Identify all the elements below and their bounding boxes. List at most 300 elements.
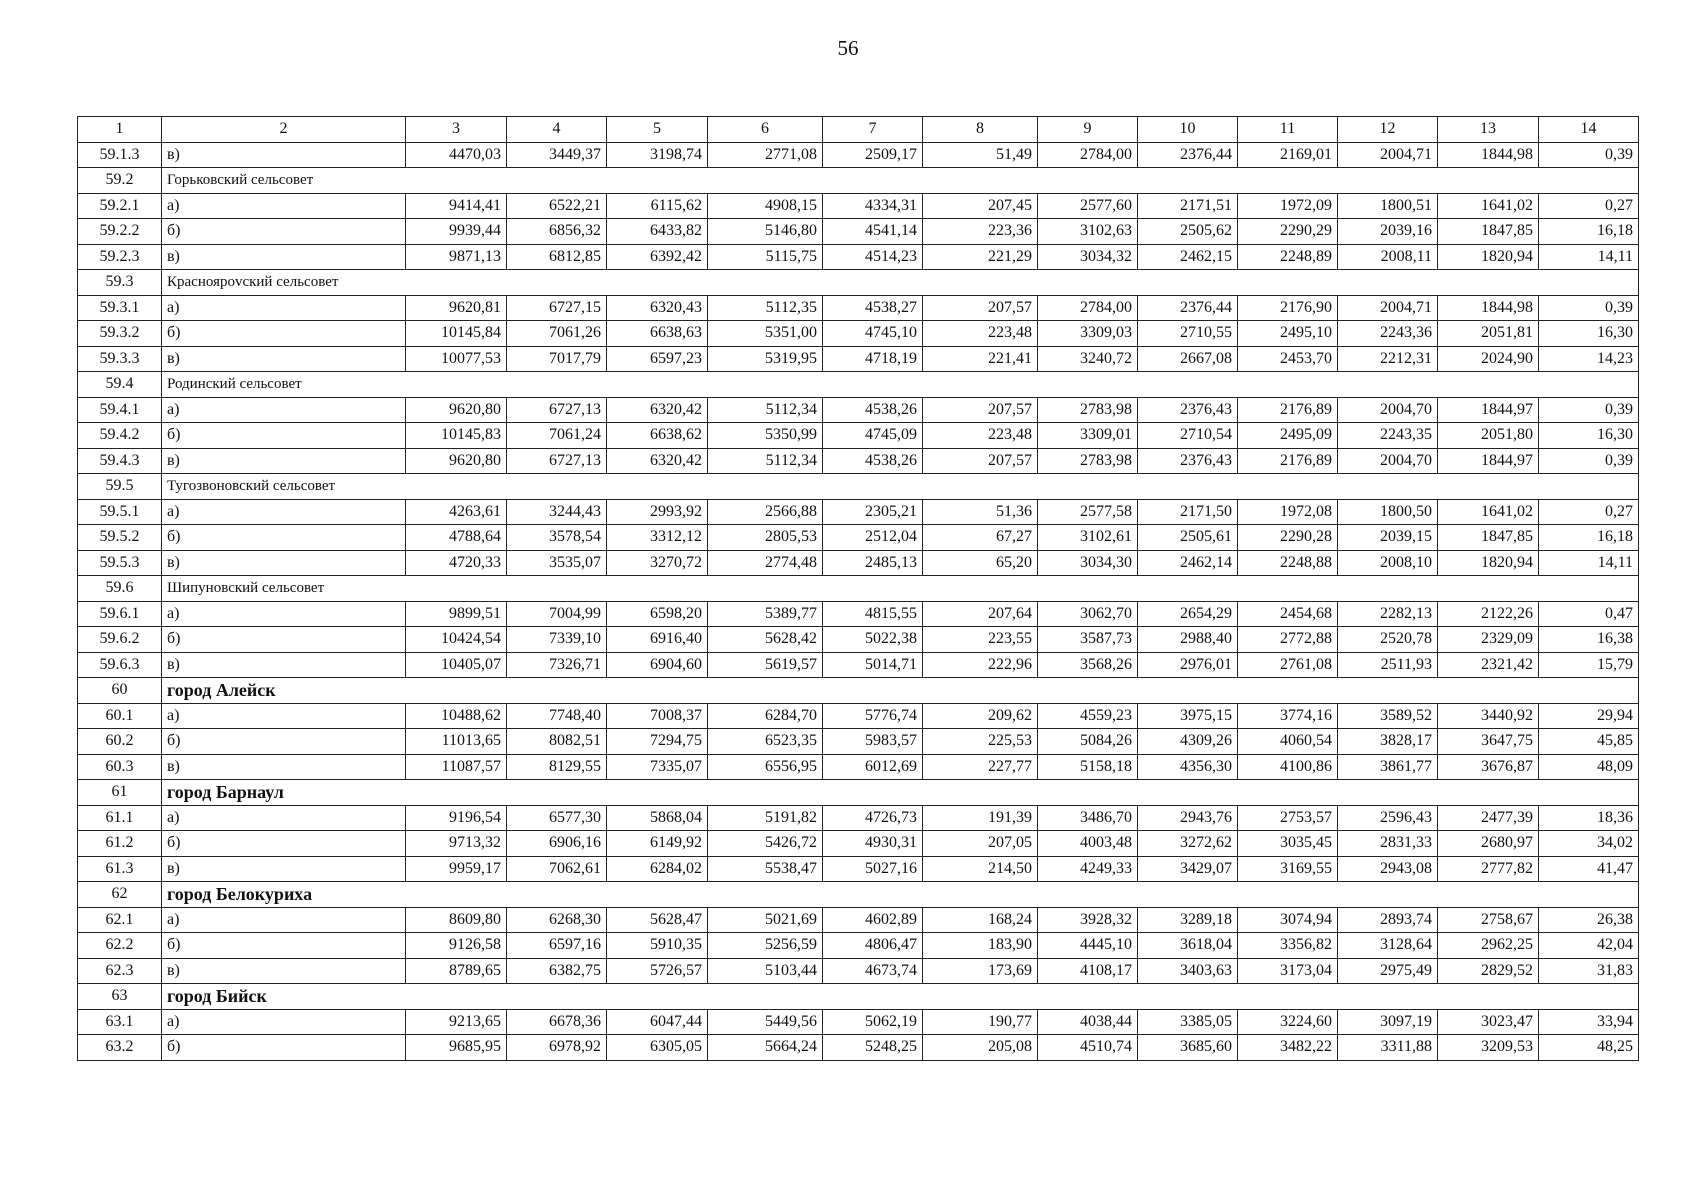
value-cell: 4003,48: [1038, 831, 1138, 857]
value-cell: 8082,51: [507, 729, 607, 755]
value-cell: 183,90: [923, 933, 1038, 959]
value-cell: 14,11: [1539, 244, 1639, 270]
value-cell: 2943,08: [1338, 856, 1438, 882]
value-cell: 3240,72: [1038, 346, 1138, 372]
value-cell: 4718,19: [823, 346, 923, 372]
value-cell: 16,30: [1539, 423, 1639, 449]
value-cell: 0,39: [1539, 142, 1639, 168]
value-cell: 2290,29: [1238, 219, 1338, 245]
value-cell: 2577,58: [1038, 499, 1138, 525]
value-cell: 3062,70: [1038, 601, 1138, 627]
row-code: 59.6.3: [78, 652, 162, 678]
row-code: 59.2.2: [78, 219, 162, 245]
table-row: [78, 703, 1639, 729]
value-cell: 1844,97: [1438, 448, 1539, 474]
value-cell: 4100,86: [1238, 754, 1338, 780]
value-cell: 3169,55: [1238, 856, 1338, 882]
value-cell: 2710,54: [1138, 423, 1238, 449]
value-cell: 191,39: [923, 805, 1038, 831]
value-cell: 4538,26: [823, 448, 923, 474]
row-label: б): [162, 219, 406, 245]
value-cell: 4538,27: [823, 295, 923, 321]
value-cell: 2454,68: [1238, 601, 1338, 627]
value-cell: 5538,47: [708, 856, 823, 882]
row-code: 59.2.3: [78, 244, 162, 270]
table-row: [78, 856, 1639, 882]
value-cell: 2462,14: [1138, 550, 1238, 576]
value-cell: 6812,85: [507, 244, 607, 270]
value-cell: 3535,07: [507, 550, 607, 576]
value-cell: 2462,15: [1138, 244, 1238, 270]
value-cell: 1820,94: [1438, 550, 1539, 576]
value-cell: 6598,20: [607, 601, 708, 627]
value-cell: 4263,61: [406, 499, 507, 525]
value-cell: 3486,70: [1038, 805, 1138, 831]
value-cell: 5389,77: [708, 601, 823, 627]
table-row: [78, 907, 1639, 933]
table-row: [78, 499, 1639, 525]
value-cell: 2122,26: [1438, 601, 1539, 627]
value-cell: 5112,34: [708, 448, 823, 474]
value-cell: 2784,00: [1038, 142, 1138, 168]
value-cell: 214,50: [923, 856, 1038, 882]
table-row: [78, 627, 1639, 653]
value-cell: 5146,80: [708, 219, 823, 245]
table-row: [78, 321, 1639, 347]
value-cell: 10145,83: [406, 423, 507, 449]
value-cell: 7339,10: [507, 627, 607, 653]
value-cell: 2176,90: [1238, 295, 1338, 321]
table-row: [78, 193, 1639, 219]
value-cell: 6856,32: [507, 219, 607, 245]
value-cell: 3209,53: [1438, 1035, 1539, 1061]
value-cell: 207,45: [923, 193, 1038, 219]
table-row: [78, 805, 1639, 831]
row-code: 63: [78, 984, 162, 1010]
value-cell: 3224,60: [1238, 1009, 1338, 1035]
value-cell: 7062,61: [507, 856, 607, 882]
value-cell: 5115,75: [708, 244, 823, 270]
value-cell: 4249,33: [1038, 856, 1138, 882]
row-code: 63.1: [78, 1009, 162, 1035]
group-title: Родинский сельсовет: [162, 372, 1639, 398]
row-label: б): [162, 729, 406, 755]
value-cell: 2777,82: [1438, 856, 1539, 882]
value-cell: 5910,35: [607, 933, 708, 959]
value-cell: 173,69: [923, 958, 1038, 984]
value-cell: 5014,71: [823, 652, 923, 678]
value-cell: 2512,04: [823, 525, 923, 551]
row-code: 59.6.2: [78, 627, 162, 653]
value-cell: 2505,62: [1138, 219, 1238, 245]
value-cell: 5112,35: [708, 295, 823, 321]
row-label: а): [162, 397, 406, 423]
row-code: 59.3.1: [78, 295, 162, 321]
value-cell: 4510,74: [1038, 1035, 1138, 1061]
row-label: б): [162, 831, 406, 857]
value-cell: 3403,63: [1138, 958, 1238, 984]
value-cell: 205,08: [923, 1035, 1038, 1061]
value-cell: 2171,51: [1138, 193, 1238, 219]
value-cell: 222,96: [923, 652, 1038, 678]
table-row: [78, 397, 1639, 423]
value-cell: 2485,13: [823, 550, 923, 576]
value-cell: 0,39: [1539, 295, 1639, 321]
value-cell: 1820,94: [1438, 244, 1539, 270]
value-cell: 5256,59: [708, 933, 823, 959]
row-code: 60: [78, 678, 162, 704]
value-cell: 3102,61: [1038, 525, 1138, 551]
value-cell: 7335,07: [607, 754, 708, 780]
table-row: [78, 219, 1639, 245]
value-cell: 3589,52: [1338, 703, 1438, 729]
value-cell: 2176,89: [1238, 397, 1338, 423]
row-label: в): [162, 550, 406, 576]
value-cell: 10488,62: [406, 703, 507, 729]
row-code: 59.5: [78, 474, 162, 500]
value-cell: 7061,24: [507, 423, 607, 449]
tariff-table: [77, 116, 1639, 1061]
value-cell: 2004,71: [1338, 142, 1438, 168]
value-cell: 223,55: [923, 627, 1038, 653]
value-cell: 6727,13: [507, 448, 607, 474]
value-cell: 2805,53: [708, 525, 823, 551]
value-cell: 3676,87: [1438, 754, 1539, 780]
value-cell: 8789,65: [406, 958, 507, 984]
value-cell: 16,38: [1539, 627, 1639, 653]
value-cell: 6320,42: [607, 448, 708, 474]
value-cell: 3429,07: [1138, 856, 1238, 882]
value-cell: 2976,01: [1138, 652, 1238, 678]
row-label: а): [162, 703, 406, 729]
value-cell: 6284,02: [607, 856, 708, 882]
value-cell: 9620,81: [406, 295, 507, 321]
value-cell: 4726,73: [823, 805, 923, 831]
row-code: 63.2: [78, 1035, 162, 1061]
value-cell: 9414,41: [406, 193, 507, 219]
value-cell: 9713,32: [406, 831, 507, 857]
value-cell: 2039,15: [1338, 525, 1438, 551]
value-cell: 5027,16: [823, 856, 923, 882]
value-cell: 6916,40: [607, 627, 708, 653]
value-cell: 2680,97: [1438, 831, 1539, 857]
column-header: 1: [78, 117, 162, 143]
value-cell: 3311,88: [1338, 1035, 1438, 1061]
group-row: [78, 168, 1639, 194]
value-cell: 2520,78: [1338, 627, 1438, 653]
value-cell: 207,05: [923, 831, 1038, 857]
value-cell: 3647,75: [1438, 729, 1539, 755]
value-cell: 6638,62: [607, 423, 708, 449]
value-cell: 9871,13: [406, 244, 507, 270]
value-cell: 2577,60: [1038, 193, 1138, 219]
value-cell: 16,18: [1539, 219, 1639, 245]
value-cell: 3774,16: [1238, 703, 1338, 729]
value-cell: 3034,30: [1038, 550, 1138, 576]
value-cell: 48,25: [1539, 1035, 1639, 1061]
value-cell: 6556,95: [708, 754, 823, 780]
value-cell: 1844,98: [1438, 142, 1539, 168]
value-cell: 2008,11: [1338, 244, 1438, 270]
row-code: 59.5.3: [78, 550, 162, 576]
value-cell: 26,38: [1539, 907, 1639, 933]
group-row: [78, 474, 1639, 500]
row-code: 59.3.3: [78, 346, 162, 372]
value-cell: 10424,54: [406, 627, 507, 653]
value-cell: 14,23: [1539, 346, 1639, 372]
value-cell: 3618,04: [1138, 933, 1238, 959]
column-header: 7: [823, 117, 923, 143]
table-body: [78, 117, 1639, 1061]
group-row: [78, 372, 1639, 398]
value-cell: 6904,60: [607, 652, 708, 678]
value-cell: 2051,81: [1438, 321, 1539, 347]
table-row: [78, 754, 1639, 780]
value-cell: 6906,16: [507, 831, 607, 857]
table-row: [78, 652, 1639, 678]
column-header: 12: [1338, 117, 1438, 143]
row-code: 59.5.2: [78, 525, 162, 551]
value-cell: 2495,10: [1238, 321, 1338, 347]
value-cell: 2988,40: [1138, 627, 1238, 653]
value-cell: 3440,92: [1438, 703, 1539, 729]
value-cell: 6638,63: [607, 321, 708, 347]
row-code: 59.6.1: [78, 601, 162, 627]
value-cell: 7008,37: [607, 703, 708, 729]
row-code: 62: [78, 882, 162, 908]
value-cell: 0,39: [1539, 397, 1639, 423]
row-code: 59.2.1: [78, 193, 162, 219]
row-label: б): [162, 423, 406, 449]
value-cell: 2169,01: [1238, 142, 1338, 168]
value-cell: 1641,02: [1438, 193, 1539, 219]
value-cell: 42,04: [1539, 933, 1639, 959]
column-header: 13: [1438, 117, 1539, 143]
value-cell: 7294,75: [607, 729, 708, 755]
value-cell: 5112,34: [708, 397, 823, 423]
value-cell: 2962,25: [1438, 933, 1539, 959]
value-cell: 3449,37: [507, 142, 607, 168]
value-cell: 2667,08: [1138, 346, 1238, 372]
value-cell: 45,85: [1539, 729, 1639, 755]
value-cell: 4673,74: [823, 958, 923, 984]
row-code: 60.1: [78, 703, 162, 729]
value-cell: 9685,95: [406, 1035, 507, 1061]
row-code: 59.3: [78, 270, 162, 296]
value-cell: 4541,14: [823, 219, 923, 245]
value-cell: 9196,54: [406, 805, 507, 831]
value-cell: 207,57: [923, 295, 1038, 321]
row-label: б): [162, 933, 406, 959]
value-cell: 0,27: [1539, 193, 1639, 219]
group-title: город Алейск: [162, 678, 1639, 704]
row-label: б): [162, 627, 406, 653]
row-label: в): [162, 142, 406, 168]
value-cell: 2975,49: [1338, 958, 1438, 984]
row-code: 59.4.2: [78, 423, 162, 449]
value-cell: 6047,44: [607, 1009, 708, 1035]
row-code: 59.4: [78, 372, 162, 398]
row-label: в): [162, 856, 406, 882]
value-cell: 2282,13: [1338, 601, 1438, 627]
row-label: а): [162, 601, 406, 627]
value-cell: 5103,44: [708, 958, 823, 984]
row-code: 62.3: [78, 958, 162, 984]
value-cell: 2596,43: [1338, 805, 1438, 831]
value-cell: 4815,55: [823, 601, 923, 627]
value-cell: 2248,88: [1238, 550, 1338, 576]
value-cell: 2943,76: [1138, 805, 1238, 831]
value-cell: 2051,80: [1438, 423, 1539, 449]
value-cell: 5158,18: [1038, 754, 1138, 780]
value-cell: 190,77: [923, 1009, 1038, 1035]
value-cell: 207,64: [923, 601, 1038, 627]
value-cell: 3309,01: [1038, 423, 1138, 449]
table-row: [78, 142, 1639, 168]
value-cell: 2654,29: [1138, 601, 1238, 627]
value-cell: 0,47: [1539, 601, 1639, 627]
value-cell: 9959,17: [406, 856, 507, 882]
value-cell: 6284,70: [708, 703, 823, 729]
table-row: [78, 831, 1639, 857]
value-cell: 6392,42: [607, 244, 708, 270]
value-cell: 2243,36: [1338, 321, 1438, 347]
value-cell: 9213,65: [406, 1009, 507, 1035]
value-cell: 3568,26: [1038, 652, 1138, 678]
row-label: б): [162, 525, 406, 551]
value-cell: 2243,35: [1338, 423, 1438, 449]
value-cell: 3975,15: [1138, 703, 1238, 729]
value-cell: 3861,77: [1338, 754, 1438, 780]
value-cell: 2771,08: [708, 142, 823, 168]
value-cell: 6678,36: [507, 1009, 607, 1035]
value-cell: 207,57: [923, 397, 1038, 423]
value-cell: 2710,55: [1138, 321, 1238, 347]
row-code: 59.1.3: [78, 142, 162, 168]
value-cell: 2453,70: [1238, 346, 1338, 372]
value-cell: 16,30: [1539, 321, 1639, 347]
column-header: 2: [162, 117, 406, 143]
table-row: [78, 448, 1639, 474]
value-cell: 3034,32: [1038, 244, 1138, 270]
value-cell: 6305,05: [607, 1035, 708, 1061]
value-cell: 5248,25: [823, 1035, 923, 1061]
value-cell: 2321,42: [1438, 652, 1539, 678]
value-cell: 2024,90: [1438, 346, 1539, 372]
table-row: [78, 933, 1639, 959]
row-label: а): [162, 907, 406, 933]
value-cell: 3385,05: [1138, 1009, 1238, 1035]
value-cell: 5628,47: [607, 907, 708, 933]
value-cell: 6522,21: [507, 193, 607, 219]
value-cell: 1844,98: [1438, 295, 1539, 321]
value-cell: 4720,33: [406, 550, 507, 576]
value-cell: 0,39: [1539, 448, 1639, 474]
value-cell: 2329,09: [1438, 627, 1539, 653]
value-cell: 7748,40: [507, 703, 607, 729]
value-cell: 4745,09: [823, 423, 923, 449]
value-cell: 33,94: [1539, 1009, 1639, 1035]
value-cell: 4334,31: [823, 193, 923, 219]
value-cell: 6597,16: [507, 933, 607, 959]
value-cell: 2495,09: [1238, 423, 1338, 449]
value-cell: 10145,84: [406, 321, 507, 347]
row-code: 62.2: [78, 933, 162, 959]
value-cell: 1847,85: [1438, 219, 1539, 245]
value-cell: 2290,28: [1238, 525, 1338, 551]
column-header: 8: [923, 117, 1038, 143]
value-cell: 3578,54: [507, 525, 607, 551]
row-label: в): [162, 244, 406, 270]
value-cell: 34,02: [1539, 831, 1639, 857]
value-cell: 4470,03: [406, 142, 507, 168]
value-cell: 2477,39: [1438, 805, 1539, 831]
value-cell: 2171,50: [1138, 499, 1238, 525]
value-cell: 6149,92: [607, 831, 708, 857]
table-row: [78, 958, 1639, 984]
table-row: [78, 244, 1639, 270]
value-cell: 6382,75: [507, 958, 607, 984]
value-cell: 3289,18: [1138, 907, 1238, 933]
value-cell: 5350,99: [708, 423, 823, 449]
group-row: [78, 984, 1639, 1010]
value-cell: 1641,02: [1438, 499, 1539, 525]
value-cell: 2758,67: [1438, 907, 1539, 933]
value-cell: 6320,42: [607, 397, 708, 423]
value-cell: 15,79: [1539, 652, 1639, 678]
value-cell: 3685,60: [1138, 1035, 1238, 1061]
value-cell: 51,36: [923, 499, 1038, 525]
value-cell: 2831,33: [1338, 831, 1438, 857]
value-cell: 4309,26: [1138, 729, 1238, 755]
value-cell: 5022,38: [823, 627, 923, 653]
value-cell: 5021,69: [708, 907, 823, 933]
column-header: 10: [1138, 117, 1238, 143]
row-label: а): [162, 295, 406, 321]
value-cell: 9126,58: [406, 933, 507, 959]
value-cell: 4602,89: [823, 907, 923, 933]
row-label: б): [162, 1035, 406, 1061]
value-cell: 6727,15: [507, 295, 607, 321]
column-header: 9: [1038, 117, 1138, 143]
value-cell: 3587,73: [1038, 627, 1138, 653]
row-label: б): [162, 321, 406, 347]
group-title: город Бийск: [162, 984, 1639, 1010]
table-row: [78, 729, 1639, 755]
value-cell: 2784,00: [1038, 295, 1138, 321]
row-label: в): [162, 346, 406, 372]
value-cell: 4745,10: [823, 321, 923, 347]
value-cell: 10077,53: [406, 346, 507, 372]
value-cell: 31,83: [1539, 958, 1639, 984]
value-cell: 2509,17: [823, 142, 923, 168]
group-row: [78, 780, 1639, 806]
value-cell: 5776,74: [823, 703, 923, 729]
value-cell: 3272,62: [1138, 831, 1238, 857]
value-cell: 2376,43: [1138, 397, 1238, 423]
group-row: [78, 576, 1639, 602]
row-label: а): [162, 193, 406, 219]
value-cell: 4108,17: [1038, 958, 1138, 984]
value-cell: 207,57: [923, 448, 1038, 474]
value-cell: 6115,62: [607, 193, 708, 219]
value-cell: 29,94: [1539, 703, 1639, 729]
value-cell: 2993,92: [607, 499, 708, 525]
value-cell: 51,49: [923, 142, 1038, 168]
value-cell: 9620,80: [406, 448, 507, 474]
table-row: [78, 295, 1639, 321]
table-row: [78, 1035, 1639, 1061]
